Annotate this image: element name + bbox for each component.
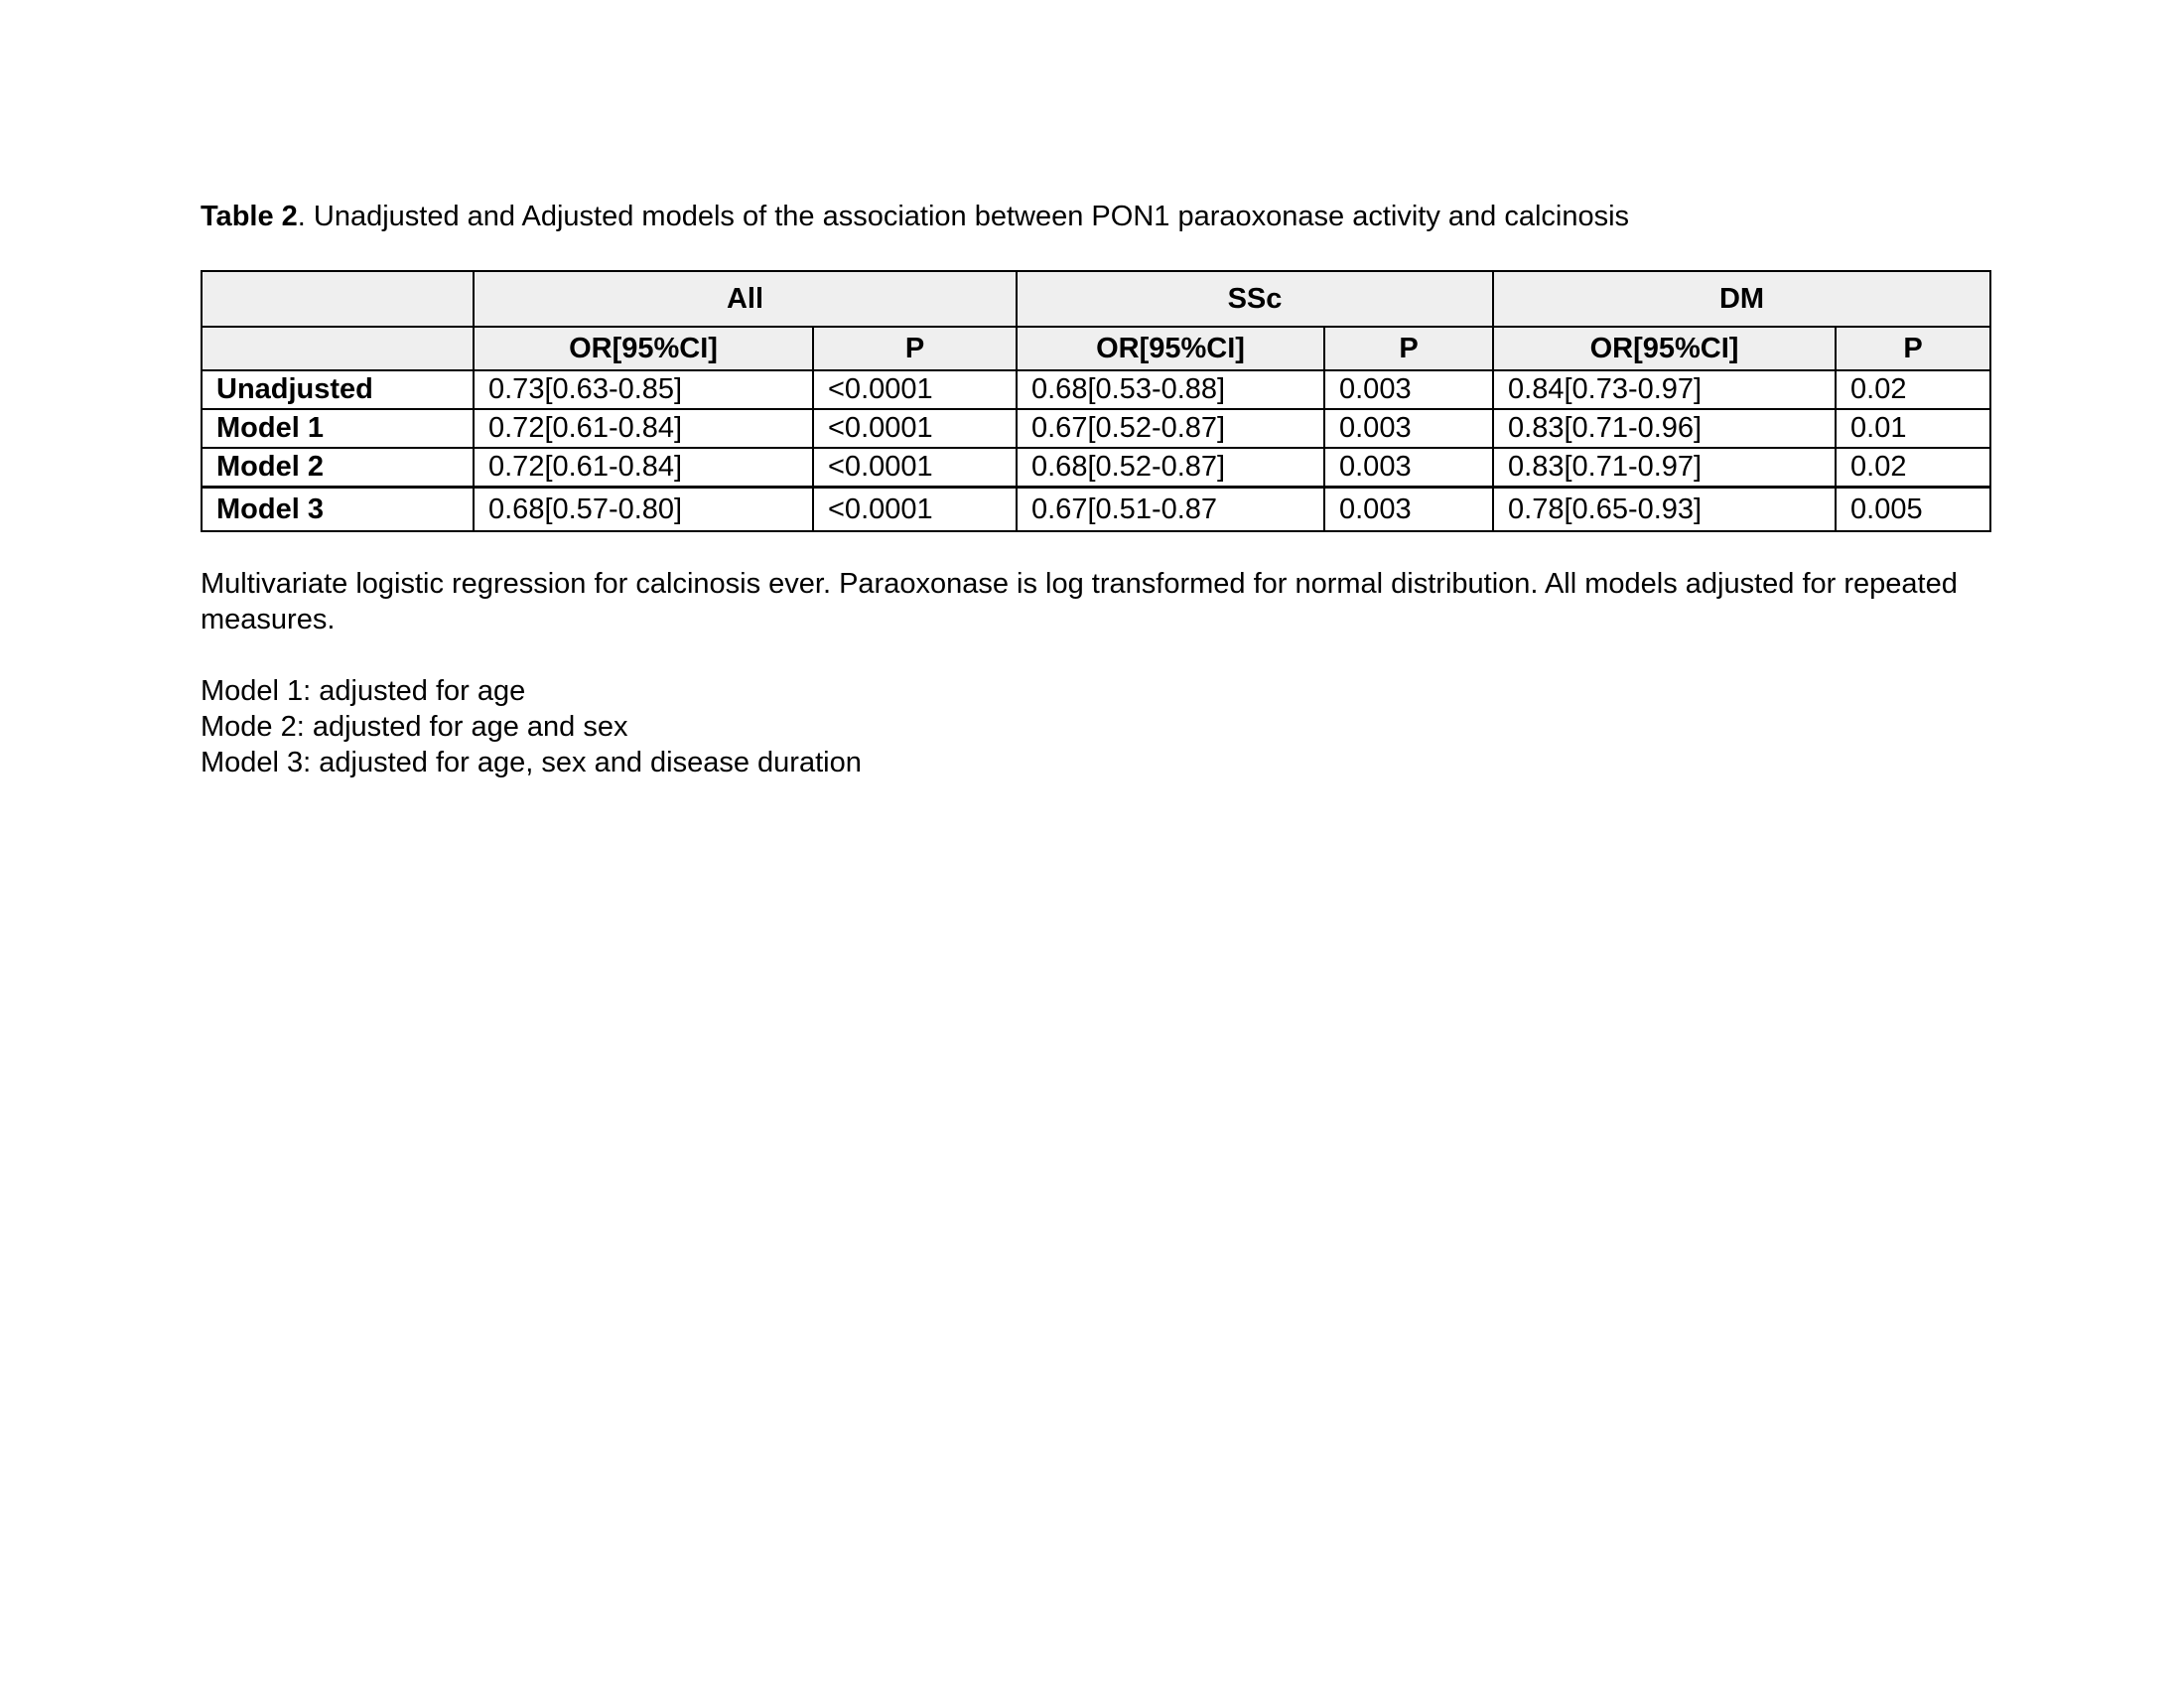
table-cell: 0.02 (1836, 370, 1990, 409)
group-header-row (202, 271, 1990, 327)
table-caption-label: Table 2 (201, 201, 298, 232)
table-cell: 0.003 (1324, 448, 1493, 488)
table-row-unadjusted (202, 370, 1990, 409)
table-cell: 0.67[0.51-0.87 (1017, 488, 1324, 532)
table-cell: 0.003 (1324, 488, 1493, 532)
sub-header-p-all: P (813, 327, 1017, 370)
document-page (201, 199, 1987, 778)
model-definition-line: Model 3: adjusted for age, sex and disease duration (201, 747, 862, 778)
row-label: Model 2 (202, 448, 474, 488)
table-notes (201, 566, 1987, 780)
group-header-dm: DM (1493, 271, 1990, 327)
table-cell: 0.72[0.61-0.84] (474, 448, 813, 488)
table-cell: 0.68[0.57-0.80] (474, 488, 813, 532)
table-row-model-3 (202, 488, 1990, 532)
group-header-ssc: SSc (1017, 271, 1493, 327)
table-cell: <0.0001 (813, 370, 1017, 409)
table-cell: <0.0001 (813, 409, 1017, 448)
sub-header-p-dm: P (1836, 327, 1990, 370)
table-cell: <0.0001 (813, 488, 1017, 532)
table-cell: 0.84[0.73-0.97] (1493, 370, 1836, 409)
sub-header-or-dm: OR[95%CI] (1493, 327, 1836, 370)
paragraph-spacer (201, 637, 1987, 673)
table-cell: 0.01 (1836, 409, 1990, 448)
table-cell: 0.003 (1324, 370, 1493, 409)
table-row-model-1 (202, 409, 1990, 448)
table-cell: 0.78[0.65-0.93] (1493, 488, 1836, 532)
table-cell: 0.68[0.53-0.88] (1017, 370, 1324, 409)
corner-cell (202, 271, 474, 327)
sub-header-p-ssc: P (1324, 327, 1493, 370)
sub-corner-cell (202, 327, 474, 370)
table-cell: 0.003 (1324, 409, 1493, 448)
model-definition-line: Mode 2: adjusted for age and sex (201, 711, 628, 743)
row-label: Model 1 (202, 409, 474, 448)
sub-header-row (202, 327, 1990, 370)
table-cell: 0.73[0.63-0.85] (474, 370, 813, 409)
table-cell: 0.68[0.52-0.87] (1017, 448, 1324, 488)
results-table (201, 270, 1991, 532)
model-definition-line: Model 1: adjusted for age (201, 675, 526, 707)
table-caption-text: . Unadjusted and Adjusted models of the association between PON1 paraoxonase activity and calcinosis (297, 201, 1630, 232)
table-cell: 0.02 (1836, 448, 1990, 488)
table-cell: 0.83[0.71-0.96] (1493, 409, 1836, 448)
group-header-all: All (474, 271, 1017, 327)
sub-header-or-all: OR[95%CI] (474, 327, 813, 370)
table-cell: 0.83[0.71-0.97] (1493, 448, 1836, 488)
table-row-model-2 (202, 448, 1990, 488)
table-cell: 0.67[0.52-0.87] (1017, 409, 1324, 448)
row-label: Unadjusted (202, 370, 474, 409)
row-label: Model 3 (202, 488, 474, 532)
table-caption (201, 199, 1987, 234)
table-cell: 0.005 (1836, 488, 1990, 532)
table-cell: 0.72[0.61-0.84] (474, 409, 813, 448)
notes-paragraph: Multivariate logistic regression for calcinosis ever. Paraoxonase is log transformed for normal distribution. All models adjusted for repeated measures. (201, 568, 1958, 635)
sub-header-or-ssc: OR[95%CI] (1017, 327, 1324, 370)
table-cell: <0.0001 (813, 448, 1017, 488)
